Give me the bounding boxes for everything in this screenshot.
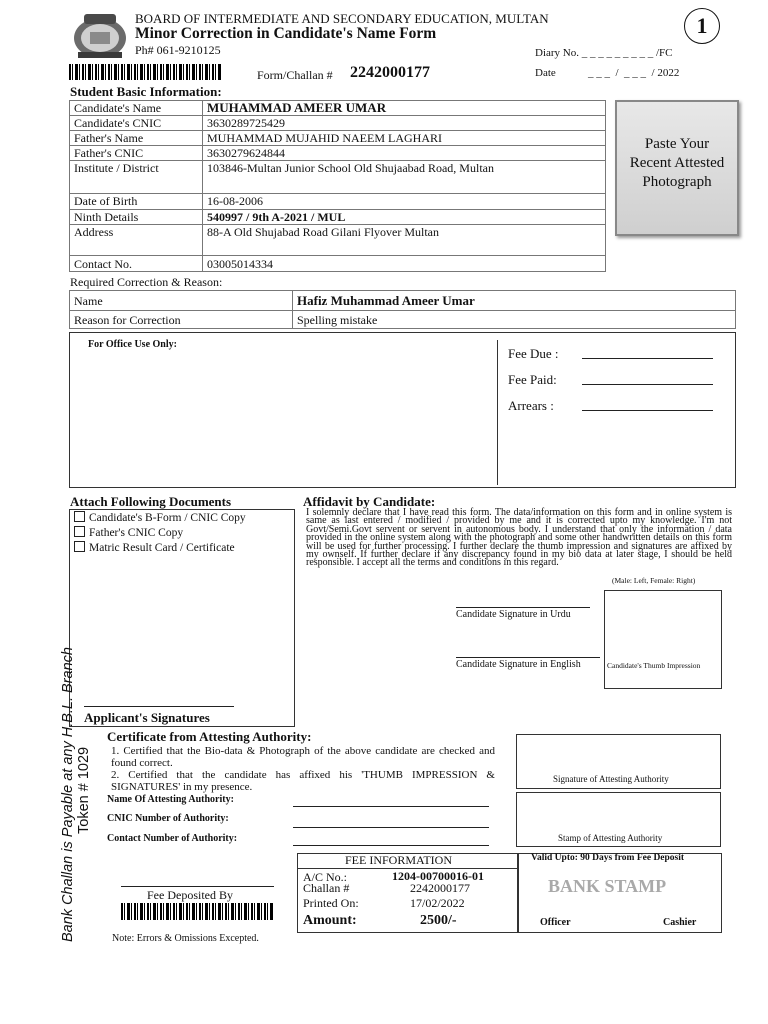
attesting-stamp-label: Stamp of Attesting Authority [558, 833, 663, 843]
value-father-cnic: 3630279624844 [203, 146, 606, 161]
bank-stamp-text: BANK STAMP [548, 876, 667, 896]
label-candidate-name: Candidate's Name [70, 101, 203, 116]
form-title: Minor Correction in Candidate's Name Form [135, 25, 437, 42]
value-candidate-cnic: 3630289725429 [203, 116, 606, 131]
correction-name-value: Hafiz Muhammad Ameer Umar [293, 291, 736, 311]
office-divider [497, 340, 498, 485]
correction-reason-label: Reason for Correction [70, 311, 293, 329]
fee-deposited-label: Fee Deposited By [147, 888, 233, 902]
label-contact: Contact No. [70, 256, 203, 272]
thumb-impression-box[interactable] [604, 590, 722, 689]
label-candidate-cnic: Candidate's CNIC [70, 116, 203, 131]
sign-english-line[interactable] [456, 657, 600, 658]
fee-paid-label: Fee Paid: [508, 372, 557, 387]
arrears-field[interactable] [582, 410, 713, 411]
phone-number: Ph# 061-9210125 [135, 43, 221, 57]
form-number: 1 [696, 13, 708, 38]
form-number-badge [684, 8, 720, 44]
certificate-heading: Certificate from Attesting Authority: [107, 729, 312, 744]
ac-number-label: A/C No.: [303, 870, 348, 884]
sign-urdu-label: Candidate Signature in Urdu [456, 609, 571, 620]
value-father-name: MUHAMMAD MUJAHID NAEEM LAGHARI [203, 131, 606, 146]
value-dob: 16-08-2006 [203, 194, 606, 210]
photo-text-3: Photograph [642, 174, 712, 190]
diary-number: Diary No. _ _ _ _ _ _ _ _ _ /FC [535, 47, 673, 59]
thumb-impression-label: Candidate's Thumb Impression [607, 661, 701, 670]
doc-item[interactable]: Candidate's B-Form / CNIC Copy [74, 511, 246, 524]
fee-due-label: Fee Due : [508, 346, 559, 361]
printed-on-label: Printed On: [303, 896, 359, 910]
token-number: Token # 1029 [76, 746, 92, 834]
student-info-table [69, 100, 606, 272]
challan-label: Form/Challan # [257, 68, 333, 82]
applicant-signature-label: Applicant's Signatures [84, 710, 210, 725]
attesting-contact-label: Contact Number of Authority: [107, 833, 238, 844]
attesting-signature-label: Signature of Attesting Authority [553, 774, 669, 784]
attesting-name-label: Name Of Attesting Authority: [107, 794, 234, 805]
attesting-name-field[interactable] [293, 806, 489, 807]
arrears-label: Arrears : [508, 398, 554, 413]
correction-name-label: Name [70, 291, 293, 311]
bank-payable-vertical: Bank Challan is Payable at any H.B.L. Branch [60, 647, 76, 942]
errors-note: Note: Errors & Omissions Excepted. [112, 933, 259, 944]
label-institute: Institute / District [70, 161, 203, 194]
value-institute: 103846-Multan Junior School Old Shujaabad Road, Multan [203, 161, 606, 194]
label-ninth-details: Ninth Details [70, 210, 203, 225]
board-name: BOARD OF INTERMEDIATE AND SECONDARY EDUCATION, MULTAN [135, 11, 549, 26]
applicant-signature-line[interactable] [84, 706, 234, 707]
attesting-contact-field[interactable] [293, 845, 489, 846]
photo-text-1: Paste Your [644, 136, 710, 152]
value-ninth-details: 540997 / 9th A-2021 / MUL [203, 210, 606, 225]
affidavit-heading: Affidavit by Candidate: [303, 494, 436, 509]
correction-reason-value: Spelling mistake [293, 311, 736, 329]
checkbox[interactable] [74, 526, 85, 537]
documents-heading: Attach Following Documents [70, 494, 232, 509]
officer-label: Officer [540, 917, 571, 928]
value-address: 88-A Old Shujabad Road Gilani Flyover Multan [203, 225, 606, 256]
photo-placeholder[interactable] [615, 100, 739, 236]
fee-information-heading: FEE INFORMATION [345, 853, 453, 867]
student-info-heading: Student Basic Information: [70, 84, 222, 99]
office-use-heading: For Office Use Only: [88, 339, 177, 350]
correction-table [69, 290, 736, 329]
thumb-note: (Male: Left, Female: Right) [612, 576, 696, 585]
certificate-item-1: 1. Certified that the Bio-data & Photograph of the above candidate are checked and found correct. [111, 745, 495, 769]
printed-on-value: 17/02/2022 [410, 896, 465, 910]
doc-item[interactable]: Matric Result Card / Certificate [74, 541, 235, 554]
fee-challan-value: 2242000177 [410, 881, 470, 895]
fee-challan-label: Challan # [303, 881, 350, 895]
date-value: _ _ _ / _ _ _ / 2022 [588, 67, 680, 79]
amount-label: Amount: [303, 913, 357, 928]
label-father-cnic: Father's CNIC [70, 146, 203, 161]
value-candidate-name: MUHAMMAD AMEER UMAR [203, 101, 606, 116]
board-logo [70, 10, 130, 60]
bank-barcode [121, 903, 273, 920]
attesting-cnic-field[interactable] [293, 827, 489, 828]
fee-due-field[interactable] [582, 358, 713, 359]
photo-text-2: Recent Attested [629, 155, 725, 171]
fee-deposited-line [121, 886, 274, 887]
date-label: Date [535, 67, 556, 79]
affidavit-text: I solemnly declare that I have read this form. The data/information on this form and in online system is same as last entered / modified / provided by me and it is corrected upto my knowledge. I'm not Govt/Semi.Govt servent or servent in autonomous body. I understand that only the information / data provided in the online system along with the photograph and some other handwritten details on this form will be used for further processing. I further declare the thumb impression and signatures are affixed by my ownself. If further declare if any discrepancy found in my bio data at later stage, I should be held responsible. I accept all the terms and conditions in this regard. [306, 507, 732, 569]
doc-item[interactable]: Father's CNIC Copy [74, 526, 183, 539]
ac-number-value: 1204-00700016-01 [392, 869, 484, 883]
attesting-cnic-label: CNIC Number of Authority: [107, 813, 229, 824]
label-address: Address [70, 225, 203, 256]
amount-value: 2500/- [420, 913, 457, 928]
sign-urdu-line[interactable] [456, 607, 590, 608]
checkbox[interactable] [74, 541, 85, 552]
correction-heading: Required Correction & Reason: [70, 275, 223, 289]
cashier-label: Cashier [663, 917, 697, 928]
label-dob: Date of Birth [70, 194, 203, 210]
fee-paid-field[interactable] [582, 384, 713, 385]
challan-barcode [69, 64, 221, 80]
value-contact: 03005014334 [203, 256, 606, 272]
certificate-item-2: 2. Certified that the candidate has affixed his 'THUMB IMPRESSION & SIGNATURES' in my presence. [111, 769, 495, 793]
challan-number: 2242000177 [350, 64, 430, 81]
valid-upto: Valid Upto: 90 Days from Fee Deposit [531, 853, 685, 863]
sign-english-label: Candidate Signature in English [456, 659, 581, 670]
checkbox[interactable] [74, 511, 85, 522]
label-father-name: Father's Name [70, 131, 203, 146]
